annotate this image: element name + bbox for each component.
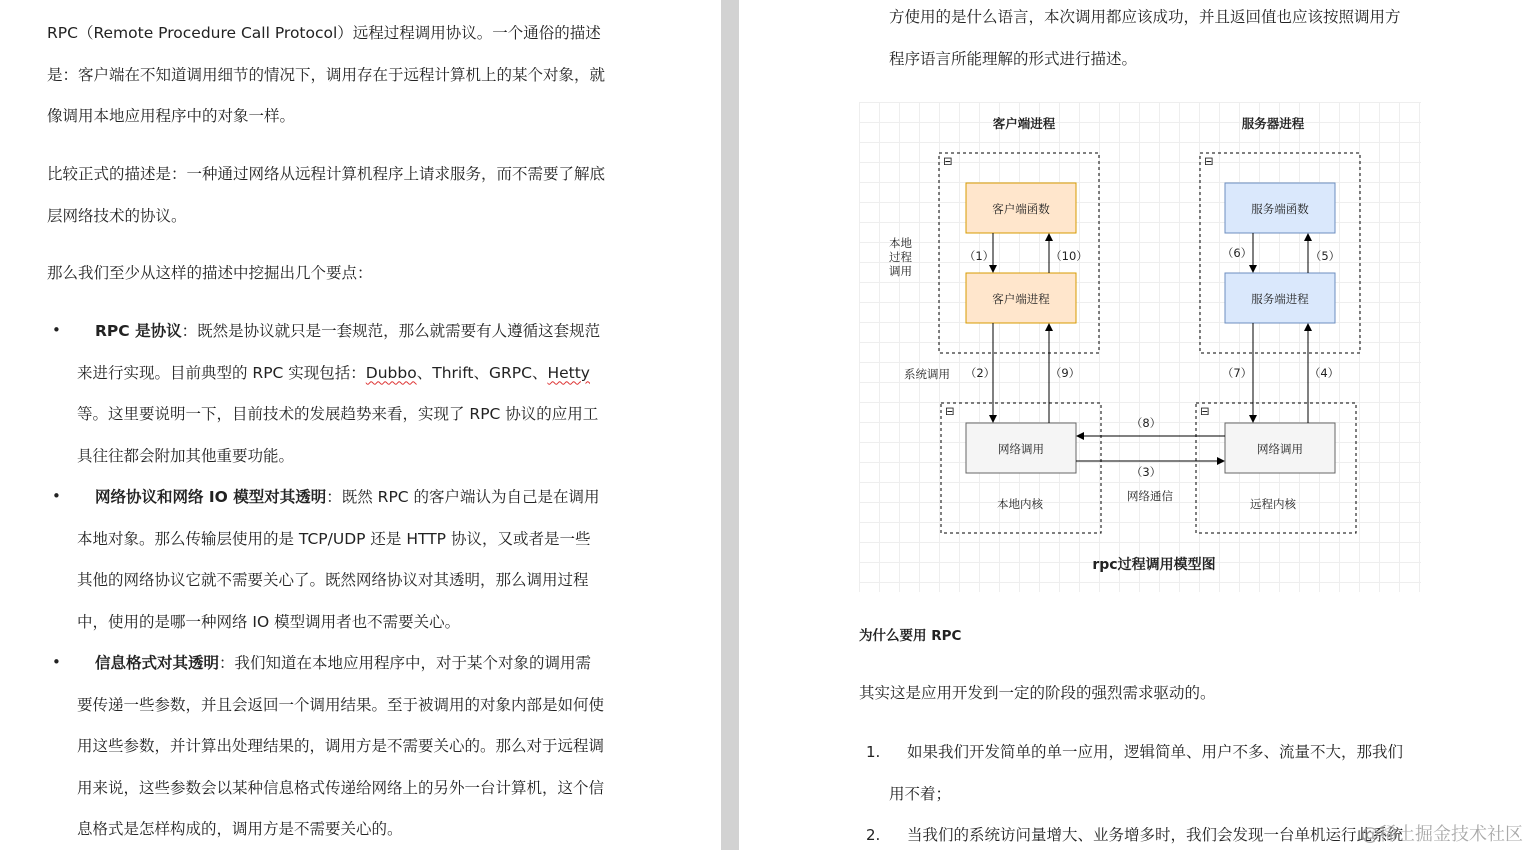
paragraph-continued-line1: 方使用的是什么语言，本次调用都应该成功，并且返回值也应该按照调用方 [889,8,1401,26]
bullet-text: ：既然 RPC 的客户端认为自己是在调用本地对象。那么传输层使用的是 TCP/UDP 还是 HTTP 协议，又或者是一些其他的网络协议它就不需要关心了。既然网络协议对其透明，那么调用过程中，使用的是哪一种网络 IO 模型调用者也不需要关心。 [77,488,600,631]
list-item-single-app: 如果我们开发简单的单一应用，逻辑简单、用户不多、流量不大，那我们用不着； [889,743,1404,803]
page-gutter [721,0,739,850]
client-function-label: 客户端函数 [992,202,1050,216]
collapse-icon[interactable]: ⊟ [1200,404,1210,418]
collapse-icon[interactable]: ⊟ [1204,154,1214,168]
list-number: 2. [866,826,881,844]
local-network-call-label: 网络调用 [998,442,1044,456]
bullet-marker: • [52,653,61,671]
collapse-icon[interactable]: ⊟ [945,404,955,418]
bullet-bold-label: 信息格式对其透明 [95,654,220,672]
step-label: （4） [1308,366,1340,380]
step-label: （10） [1050,249,1088,263]
separator: 、 [473,363,489,382]
step-label: （6） [1221,246,1253,260]
paragraph-continued-line2: 程序语言所能理解的形式进行描述。 [889,50,1138,68]
bullet-item-format-transparent [77,643,605,850]
bullet-item-network-transparent [77,477,605,643]
left-page [0,0,721,850]
text-thrift: Thrift [432,363,474,382]
text-grpc: GRPC [488,363,532,382]
link-dubbo: Dubbo [365,363,417,382]
watermark: @稀土掘金技术社区 [1361,824,1523,845]
local-procedure-call-label-1: 本地 [889,236,912,250]
diagram-caption: rpc过程调用模型图 [1092,557,1216,573]
remote-kernel-label: 远程内核 [1250,497,1296,511]
client-process-title: 客户端进程 [992,116,1056,131]
bullet-text: ：我们知道在本地应用程序中，对于某个对象的调用需要传递一些参数，并且会返回一个调用结果。至于被调用的对象内部是如何使用这些参数，并计算出处理结果的，调用方是不需要关心的。那么对于远程调用来说，这些参数会以某种信息格式传递给网络上的另外一台计算机，这个信息格式是怎样构成的，调用方是不需要关心的。 [77,654,605,838]
server-stub-label: 服务端进程 [1251,292,1309,306]
section-heading-why-rpc: 为什么要用 RPC [859,628,962,644]
step-label: （2） [964,366,996,380]
text-hetty: Hetty [547,363,590,382]
step-label: （5） [1309,249,1341,263]
bullet-marker: • [52,487,61,505]
paragraph-rpc-definition: RPC（Remote Procedure Call Protocol）远程过程调用协议。一个通俗的描述是：客户端在不知道调用细节的情况下，调用存在于远程计算机上的某个对象，就像调用本地应用程序中的对象一样。 [47,24,606,125]
bullet-text: ：既然是协议就只是一套规范，那么就需要有人遵循这套规范来进行实现。目前典型的 RPC 实现包括： [77,322,601,382]
local-procedure-call-label-2: 过程 [889,250,912,264]
local-kernel-label: 本地内核 [997,497,1043,511]
bullet-item-rpc-protocol [77,311,605,477]
network-communication-label: 网络通信 [1127,489,1173,503]
list-item-traffic-growth: 当我们的系统访问量增大、业务增多时，我们会发现一台单机运行此系统 [907,826,1404,844]
bullet-text: 等。这里要说明一下，目前技术的发展趋势来看，实现了 RPC 协议的应用工具往往都会附加其他重要功能。 [77,405,599,465]
separator: 、 [531,363,548,382]
system-call-label: 系统调用 [904,367,950,381]
rpc-model-diagram [859,102,1421,592]
remote-network-call-label: 网络调用 [1257,442,1303,456]
step-label: （8） [1130,416,1162,430]
paragraph-formal-description: 比较正式的描述是：一种通过网络从远程计算机程序上请求服务，而不需要了解底层网络技术的协议。 [47,165,606,225]
bullet-bold-label: 网络协议和网络 IO 模型对其透明 [95,488,327,506]
separator: 、 [416,363,433,382]
bullet-marker: • [52,321,61,339]
collapse-icon[interactable]: ⊟ [943,154,953,168]
step-label: （3） [1130,465,1162,479]
step-label: （1） [963,249,995,263]
paragraph-key-points: 那么我们至少从这样的描述中挖掘出几个要点： [47,264,373,282]
step-label: （7） [1221,366,1253,380]
paragraph-why-intro: 其实这是应用开发到一定的阶段的强烈需求驱动的。 [859,684,1216,702]
client-stub-label: 客户端进程 [992,292,1050,306]
local-procedure-call-label-3: 调用 [889,264,912,278]
list-number: 1. [866,743,881,761]
server-process-title: 服务器进程 [1241,116,1305,131]
step-label: （9） [1049,366,1081,380]
diagram-svg [859,102,1421,592]
server-function-label: 服务端函数 [1251,202,1309,216]
bullet-bold-label: RPC 是协议 [95,322,182,340]
